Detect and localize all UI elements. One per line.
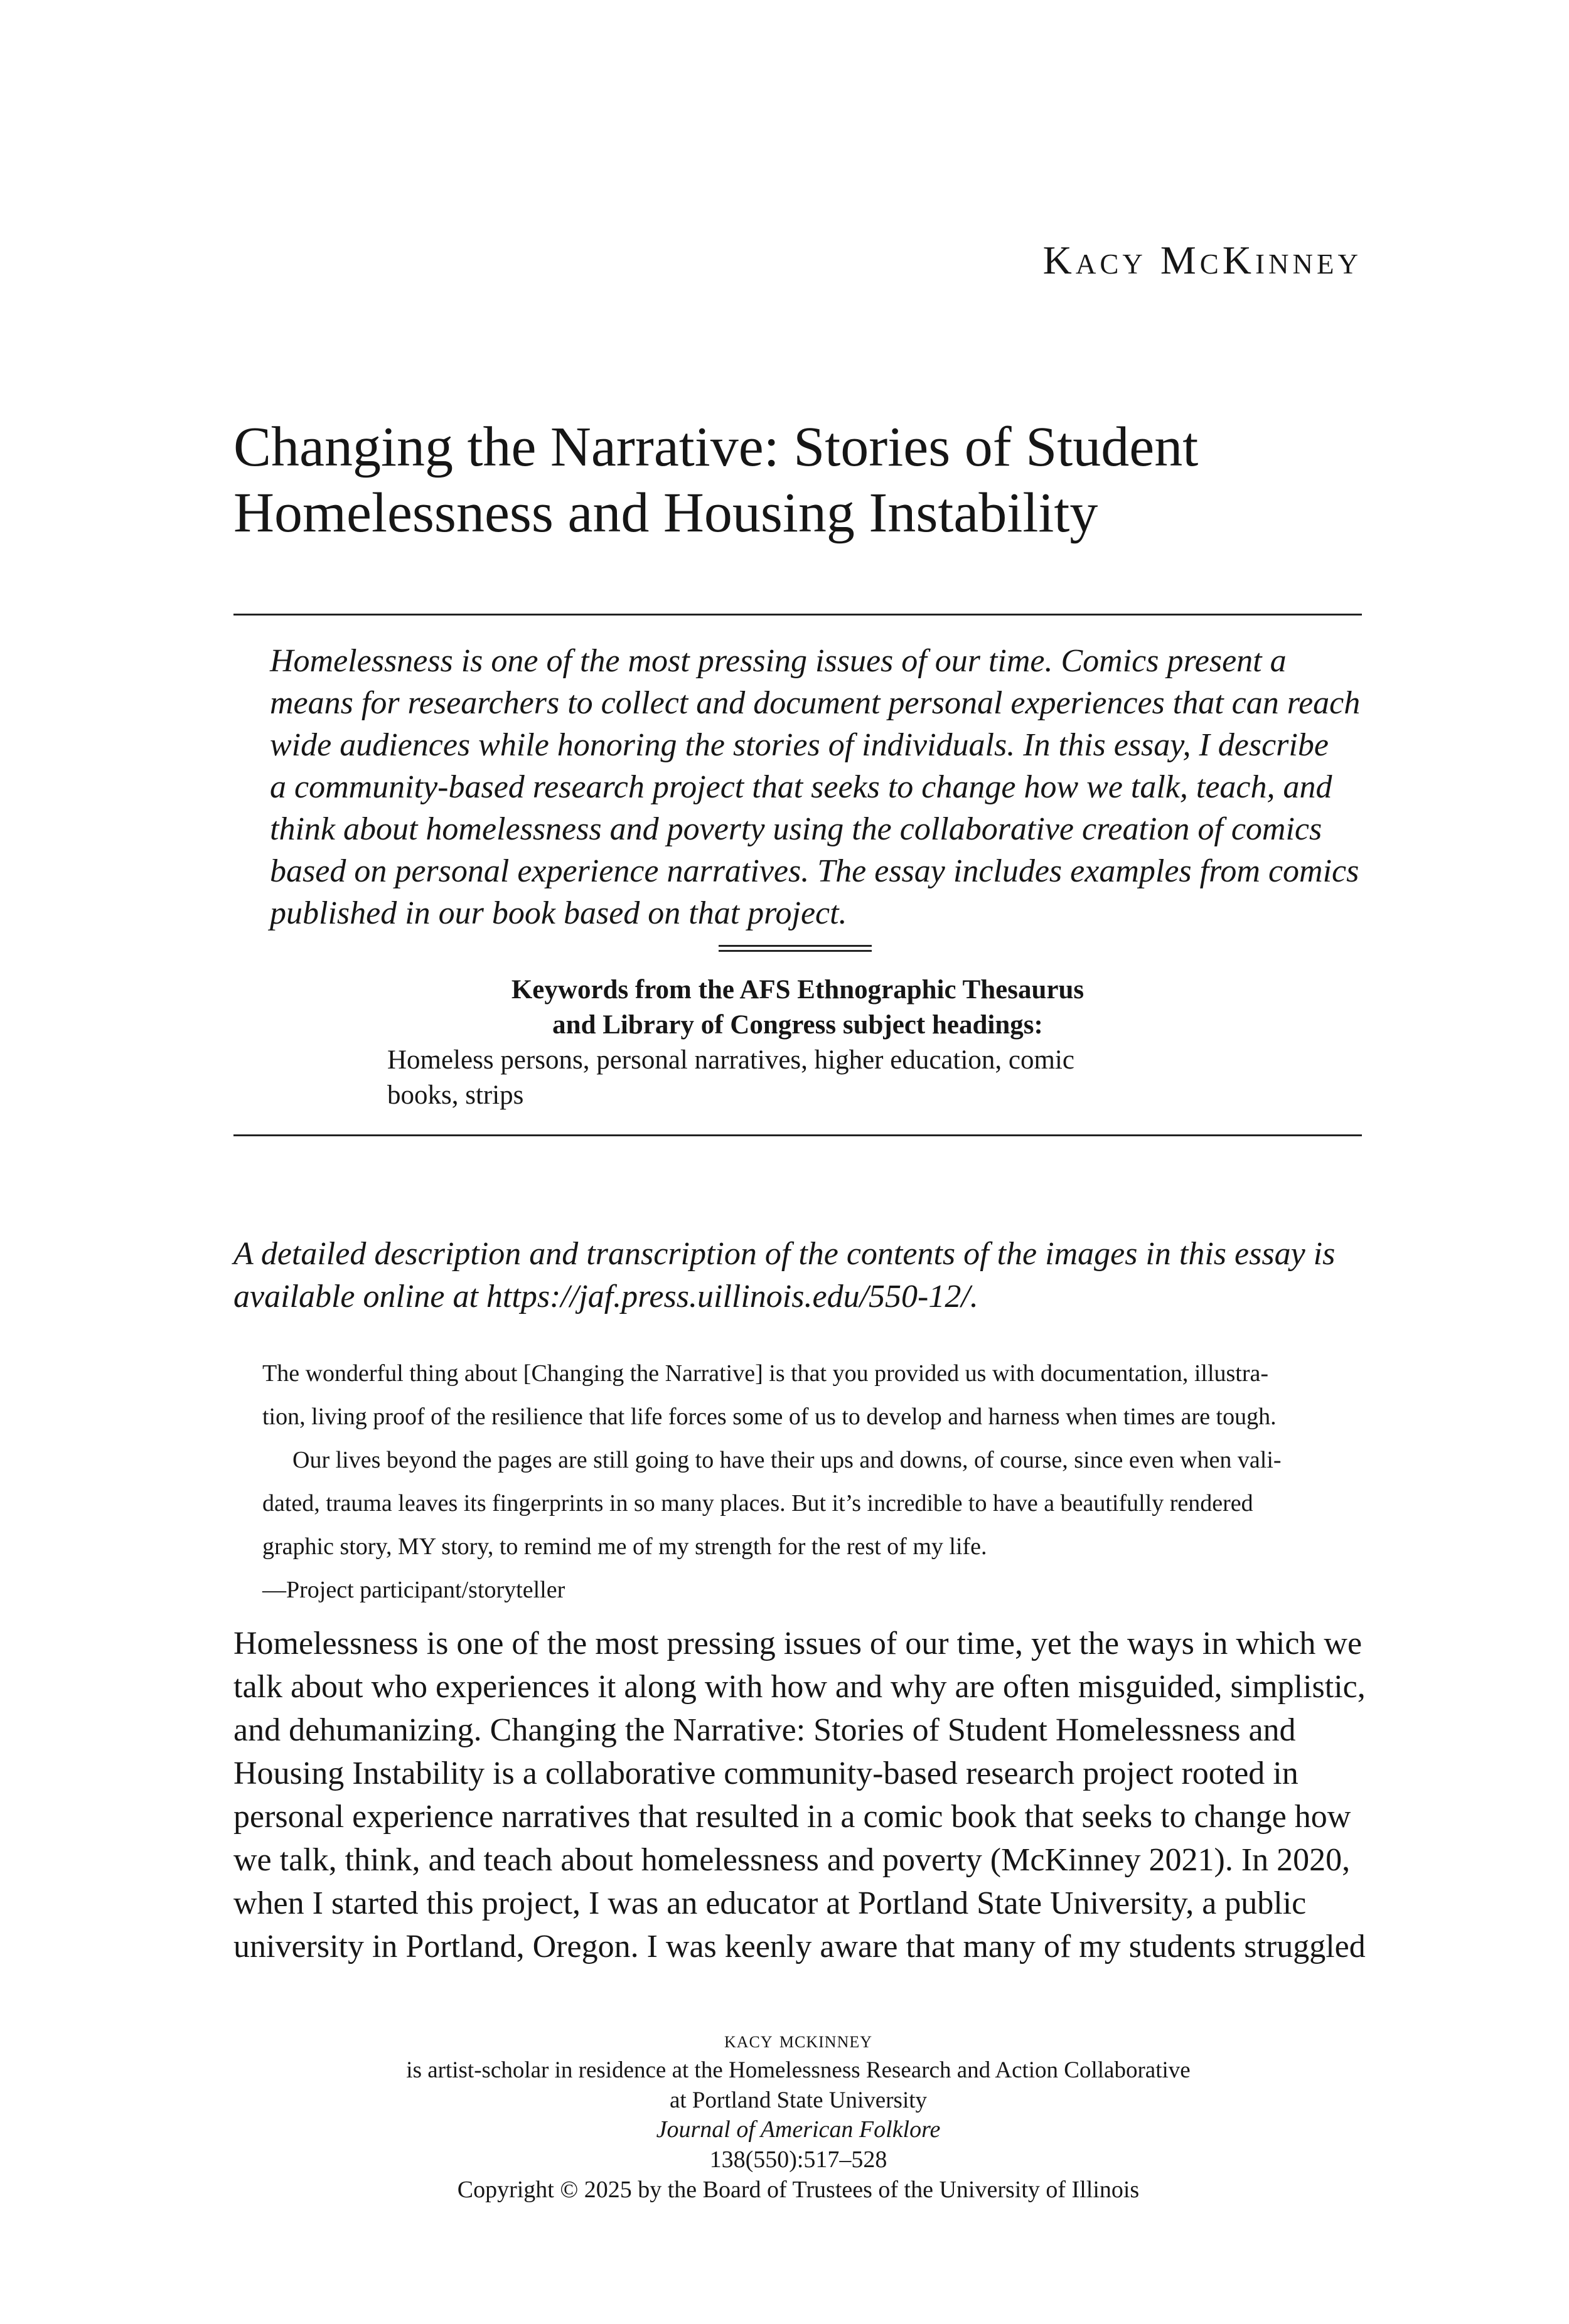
- footnote-text: is artist-scholar in residence at the Homelessness Research and Action Collaborative: [406, 2057, 1191, 2083]
- copyright-line: Copyright © 2025 by the Board of Trustees of the University of Illinois: [457, 2177, 1140, 2203]
- title-line: Homelessness and Housing Instability: [233, 482, 1098, 544]
- journal-citation: [233, 2114, 1363, 2205]
- epigraph-line: graphic story, MY story, to remind me of my strength for the rest of my life.: [262, 1533, 987, 1560]
- body-line: Homelessness is one of the most pressing issues of our time, yet the ways in which we: [233, 1626, 1363, 1661]
- journal-name: Journal of American Folklore: [656, 2116, 941, 2143]
- body-line: when I started this project, I was an educator at Portland State University, a public: [233, 1885, 1307, 1921]
- footnote-author-name: kacy mckinney: [724, 2027, 873, 2053]
- body-line: Housing Instability is a collaborative community-based research project rooted in: [233, 1756, 1299, 1791]
- abstract: [270, 640, 1361, 934]
- keywords-block: [233, 973, 1362, 1113]
- body-line: we talk, think, and teach about homelessness and poverty (McKinney 2021). In 2020,: [233, 1842, 1351, 1878]
- abstract-line: Homelessness is one of the most pressing issues of our time. Comics present a: [270, 643, 1287, 679]
- abstract-top-rule: [233, 614, 1362, 616]
- note-line: A detailed description and transcription of the contents of the images in this essay is: [233, 1236, 1336, 1272]
- author-name: Kacy McKinney: [1042, 238, 1362, 282]
- abstract-line: a community-based research project that seeks to change how we talk, teach, and: [270, 769, 1332, 805]
- body-line: and dehumanizing. Changing the Narrative: Stories of Student Homelessness and: [233, 1712, 1296, 1748]
- footnote-line: [233, 2025, 1363, 2086]
- keywords-list: [387, 1043, 1278, 1113]
- keywords-heading-line: Keywords from the AFS Ethnographic Thesaurus: [511, 975, 1084, 1005]
- article-title: [233, 414, 1363, 546]
- abstract-bottom-rule: [233, 1134, 1362, 1136]
- footnote-line: at Portland State University: [669, 2087, 928, 2113]
- abstract-line: wide audiences while honoring the stories of individuals. In this essay, I describe: [270, 727, 1329, 763]
- keywords-line: Homeless persons, personal narratives, higher education, comic: [387, 1045, 1074, 1075]
- abstract-line: published in our book based on that project.: [270, 895, 847, 931]
- body-text: [233, 1622, 1366, 1968]
- citation-line: [233, 2114, 1363, 2175]
- epigraph-line: dated, trauma leaves its fingerprints in so many places. But it’s incredible to have a beautifully rendered: [262, 1490, 1253, 1516]
- body-line: personal experience narratives that resulted in a comic book that seeks to change how: [233, 1799, 1351, 1835]
- section-divider: [719, 945, 872, 952]
- keywords-line: books, strips: [387, 1080, 524, 1110]
- keywords-heading-line: and Library of Congress subject headings:: [552, 1010, 1043, 1040]
- title-line: Changing the Narrative: Stories of Student: [233, 416, 1199, 478]
- epigraph-line: Our lives beyond the pages are still going to have their ups and downs, of course, since even when vali-: [292, 1447, 1282, 1473]
- author-footnote: [233, 2025, 1363, 2116]
- image-description-note: [233, 1233, 1363, 1318]
- epigraph-line: The wonderful thing about [Changing the Narrative] is that you provided us with documentation, illustra-: [262, 1360, 1269, 1387]
- abstract-line: based on personal experience narratives. The essay includes examples from comics: [270, 853, 1359, 889]
- abstract-line: think about homelessness and poverty using the collaborative creation of comics: [270, 811, 1322, 847]
- epigraph-attribution: —Project participant/storyteller: [262, 1577, 565, 1603]
- abstract-line: means for researchers to collect and document personal experiences that can reach: [270, 685, 1361, 721]
- epigraph: [262, 1352, 1362, 1612]
- keywords-heading: [233, 973, 1362, 1043]
- note-line: available online at https://jaf.press.uillinois.edu/550-12/.: [233, 1279, 978, 1314]
- citation-volume: 138(550):517–528: [709, 2146, 887, 2173]
- epigraph-line: tion, living proof of the resilience that life forces some of us to develop and harness when times are tough.: [262, 1404, 1277, 1430]
- body-line: university in Portland, Oregon. I was keenly aware that many of my students struggled: [233, 1929, 1366, 1964]
- body-line: talk about who experiences it along with how and why are often misguided, simplistic,: [233, 1669, 1366, 1705]
